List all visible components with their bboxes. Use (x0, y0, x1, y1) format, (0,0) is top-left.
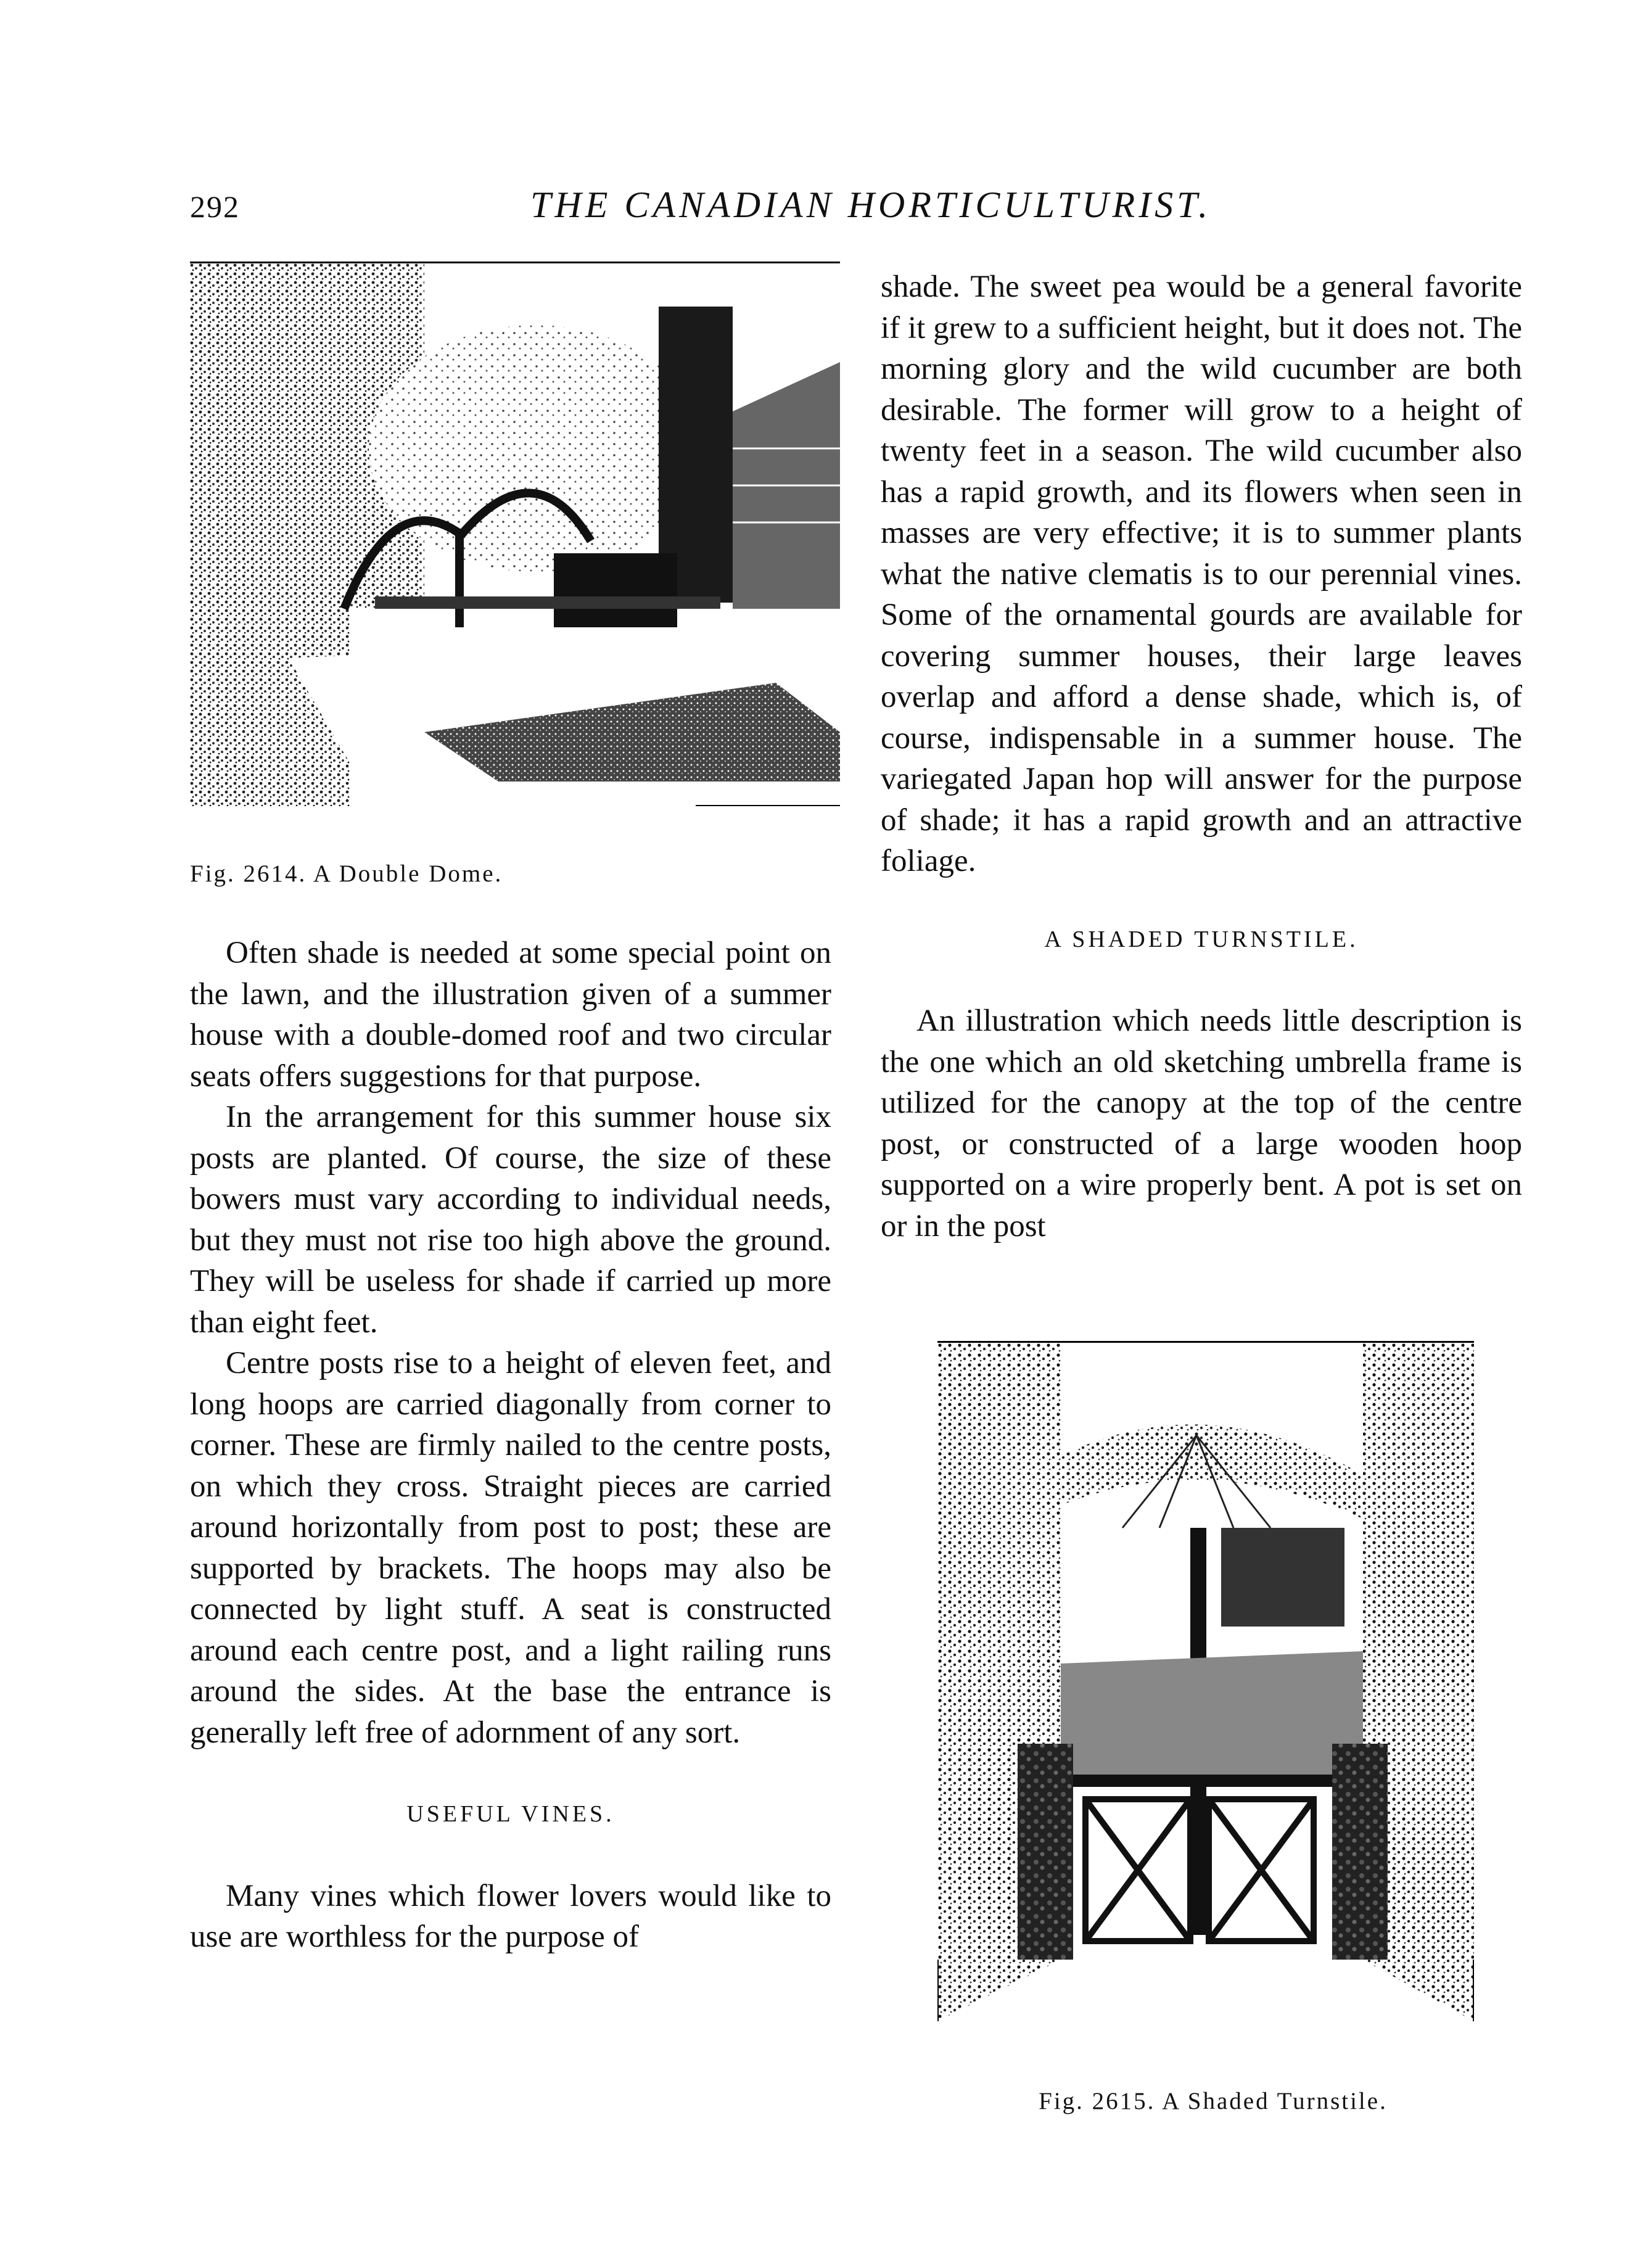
figure-shaded-turnstile (937, 1341, 1474, 2021)
figure-caption-2614: Fig. 2614. A Double Dome. (190, 860, 503, 887)
section-heading-useful-vines: USEFUL VINES. (406, 1801, 615, 1827)
shaded-turnstile-illustration (937, 1343, 1474, 2021)
page-number: 292 (190, 189, 240, 224)
double-dome-illustration (190, 263, 840, 806)
left-column (190, 933, 831, 1958)
right-column (881, 266, 1522, 1247)
paragraph: Often shade is needed at some special point on the lawn, and the illustration given of a summer house with a double-domed roof and two circular seats offers suggestions for that purpose. (190, 936, 831, 1094)
paragraph: Many vines which flower lovers would like to use are worthless for the purpose of (190, 1878, 831, 1954)
figure-caption-2615: Fig. 2615. A Shaded Turnstile. (1039, 2088, 1388, 2114)
figure-double-dome (190, 262, 840, 806)
paragraph: Centre posts rise to a height of eleven feet, and long hoops are carried diagonally from corner to corner. These are firmly nailed to the centre posts, on which they cross. Straight pieces are carried around horizontally from post to post; these are supported by brackets. The hoops may also be connected by light stuff. A seat is constructed around each centre post, and a light railing runs around the sides. At the base the entrance is generally left free of adornment of any sort. (190, 1346, 831, 1750)
paragraph: shade. The sweet pea would be a general favorite if it grew to a sufficient height, but it does not. The morning glory and the wild cucumber are both desirable. The former will grow to a height of twenty feet in a season. The wild cucumber also has a rapid growth, and its flowers when seen in masses are very effective; it is to summer plants what the native clematis is to our perennial vines. Some of the ornamental gourds are available for covering summer houses, their large leaves overlap and afford a dense shade, which is, of course, indispensable in a summer house. The variegated Japan hop will answer for the purpose of shade; it has a rapid growth and an attractive foliage. (881, 270, 1522, 878)
section-heading-shaded-turnstile: A SHADED TURNSTILE. (1044, 926, 1359, 952)
paragraph: An illustration which needs little description is the one which an old sketching umbrella frame is utilized for the canopy at the top of the centre post, or constructed of a large wooden hoop supported on a wire properly bent. A pot is set on or in the post (881, 1004, 1522, 1243)
paragraph: In the arrangement for this summer house six posts are planted. Of course, the size of these bowers must vary according to individual needs, but they must not rise too high above the ground. They will be useless for shade if carried up more than eight feet. (190, 1100, 831, 1340)
running-title: THE CANADIAN HORTICULTURIST. (530, 184, 1212, 225)
